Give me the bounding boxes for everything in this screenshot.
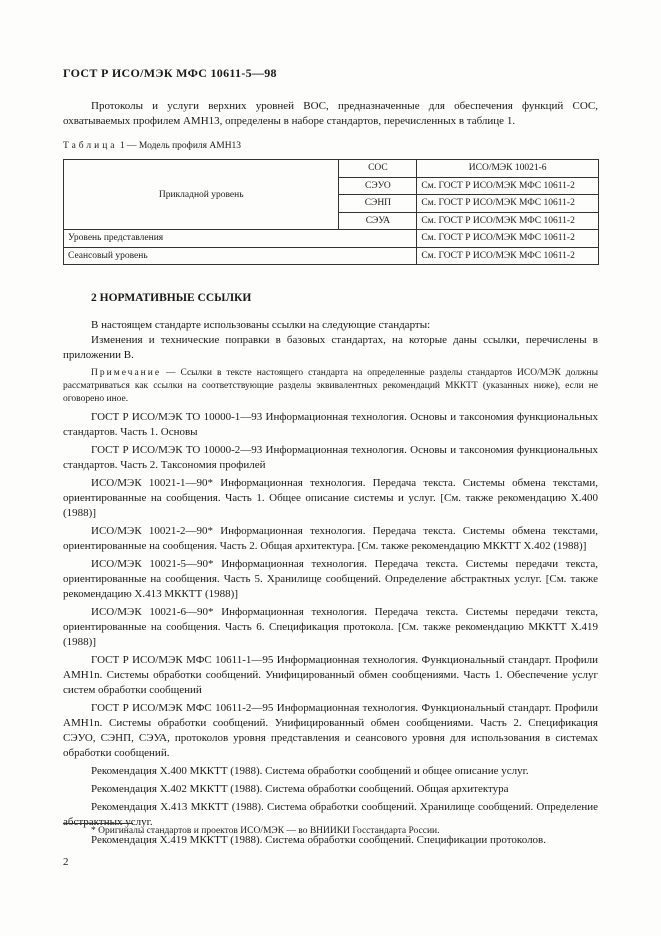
presentation-level-cell: Уровень представления <box>64 230 417 248</box>
footnote-divider <box>63 823 133 824</box>
service-cell: СЭУО <box>339 177 417 195</box>
ref-cell: См. ГОСТ Р ИСО/МЭК МФС 10611-2 <box>417 195 599 213</box>
col-header-standard: ИСО/МЭК 10021-6 <box>417 160 599 178</box>
app-level-cell <box>64 160 339 230</box>
col-header-sos: СОС <box>339 160 417 178</box>
table-row <box>64 230 599 248</box>
paragraph: В настоящем стандарте использованы ссылки на следующие стандарты: <box>91 319 431 331</box>
note-label: Примечание <box>91 368 162 378</box>
ref-cell: См. ГОСТ Р ИСО/МЭК МФС 10611-2 <box>417 177 599 195</box>
document-header: ГОСТ Р ИСО/МЭК МФС 10611-5—98 <box>63 66 277 80</box>
service-cell: СЭНП <box>339 195 417 213</box>
reference-item: Рекомендация X.419 МККТТ (1988). Система обработки сообщений. Спецификации протоколов. <box>91 834 547 846</box>
reference-item: ГОСТ Р ИСО/МЭК МФС 10611-1—95 Информационная технология. Функциональный стандарт. Профили АМН1n. Системы обработки сообщений. Унифицированный обмен сообщениями. Часть 1. Обеспечение услуг систем обработки сообщений <box>63 654 598 696</box>
table-caption-text: 1 — Модель профиля АМН13 <box>119 141 242 151</box>
ref-cell: См. ГОСТ Р ИСО/МЭК МФС 10611-2 <box>417 212 599 230</box>
note-text: — Ссылки в тексте настоящего стандарта на определенные разделы стандартов ИСО/МЭК должны рассматриваться как ссылки на соответствующие разделы эквивалентных рекомендаций МККТТ (указанных ниже), если не оговорено иное. <box>63 368 598 404</box>
service-cell: СЭУА <box>339 212 417 230</box>
footnote: * Оригиналы стандартов и проектов ИСО/МЭК — во ВНИИКИ Госстандарта России. <box>91 826 440 836</box>
page-number: 2 <box>63 856 69 868</box>
table-caption <box>63 141 241 151</box>
reference-item: Рекомендация X.413 МККТТ (1988). Система обработки сообщений. Хранилище сообщений. Определение абстрактных услуг. <box>63 801 598 828</box>
reference-item: ИСО/МЭК 10021-5—90* Информационная технология. Передача текста. Системы передачи текста, ориентированные на сообщения. Часть 5. Хранилище сообщений. Определение абстрактных услуг. [См. также рекомендацию X.413 МККТТ (1988)] <box>63 558 598 600</box>
table-row <box>64 160 599 178</box>
reference-item: ИСО/МЭК 10021-2—90* Информационная технология. Передача текста. Системы обмена текстами, ориентированные на сообщения. Часть 2. Общая архитектура. [См. также рекомендацию МККТТ X.402 (1988)] <box>63 525 598 552</box>
section-body <box>63 318 598 851</box>
app-level-label: Прикладной уровень <box>158 189 244 200</box>
reference-item: Рекомендация X.402 МККТТ (1988). Система обработки сообщений. Общая архитектура <box>91 783 509 795</box>
reference-item: Рекомендация X.400 МККТТ (1988). Система обработки сообщений и общее описание услуг. <box>91 765 529 777</box>
paragraph: Изменения и технические поправки в базовых стандартах, на которые даны ссылки, перечислены в приложении В. <box>63 334 598 361</box>
intro-paragraph: Протоколы и услуги верхних уровней ВОС, предназначенные для обеспечения функций СОС, охватываемых профилем АМН13, определены в наборе стандартов, перечисленных в таблице 1. <box>63 100 598 127</box>
table-caption-label: Таблица <box>63 141 118 151</box>
reference-item: ИСО/МЭК 10021-1—90* Информационная технология. Передача текста. Системы обмена текстами, ориентированные на сообщения. Часть 1. Общее описание системы и услуг. [См. также рекомендацию X.400 (1988)] <box>63 477 598 519</box>
reference-item: ГОСТ Р ИСО/МЭК ТО 10000-2—93 Информационная технология. Основы и таксономия функциональных стандартов. Часть 2. Таксономия профилей <box>63 444 598 471</box>
ref-cell: См. ГОСТ Р ИСО/МЭК МФС 10611-2 <box>417 247 599 265</box>
session-level-cell: Сеансовый уровень <box>64 247 417 265</box>
profile-table <box>63 159 599 265</box>
ref-cell: См. ГОСТ Р ИСО/МЭК МФС 10611-2 <box>417 230 599 248</box>
reference-item: ГОСТ Р ИСО/МЭК ТО 10000-1—93 Информационная технология. Основы и таксономия функциональных стандартов. Часть 1. Основы <box>63 411 598 438</box>
table-row <box>64 247 599 265</box>
note <box>63 367 598 406</box>
section-heading: 2 НОРМАТИВНЫЕ ССЫЛКИ <box>91 292 252 304</box>
reference-item: ГОСТ Р ИСО/МЭК МФС 10611-2—95 Информационная технология. Функциональный стандарт. Профили АМН1n. Системы обработки сообщений. Унифицированный обмен сообщениями. Часть 2. Спецификация СЭУО, СЭНП, СЭУА, протоколов уровня представления и сеансового уровня для использования в системах обработки сообщений. <box>63 702 598 759</box>
reference-item: ИСО/МЭК 10021-6—90* Информационная технология. Передача текста. Системы передачи текста, ориентированные на сообщения. Часть 6. Спецификация протокола. [См. также рекомендацию МККТТ X.419 (1988)] <box>63 606 598 648</box>
